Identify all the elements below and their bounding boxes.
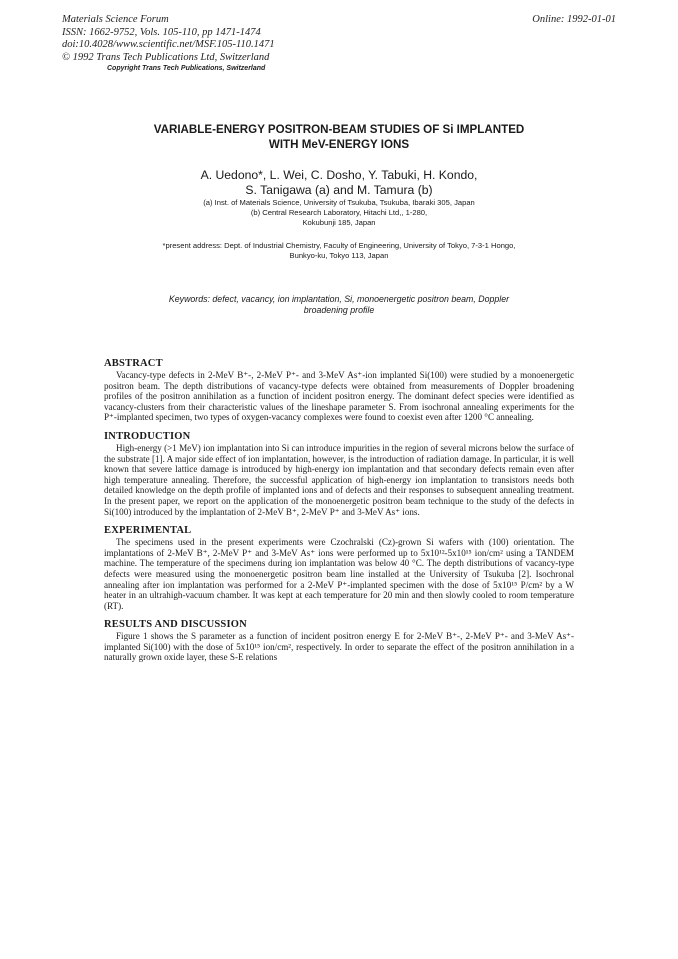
affiliations [100, 198, 578, 228]
results-heading: RESULTS AND DISCUSSION [104, 619, 247, 631]
author-list [100, 168, 578, 197]
experimental-text: The specimens used in the present experiments were Czochralski (Cz)-grown Si wafers with (100) orientation. The implantations of 2-MeV B⁺, 2-MeV P⁺ and 3-MeV As⁺ ions were performed up to 5x10¹²-5x10¹⁵ ion/cm² using a TANDEM machine. The temperature of the specimens during ion implantation was below 40 °C. The depth distributions of vacancy-type defects were measured using the monoenergetic positron beam line installed at the University of Tsukuba [2]. Isochronal annealing after ion implantation was performed for a 2-MeV P⁺-implanted specimen with the dose of 5x10¹⁵ P/cm² by a W heater in an ultrahigh-vacuum chamber. It was kept at each temperature for 20 min and then slowly cooled to room temperature (RT). [104, 537, 574, 611]
journal-header [62, 14, 275, 74]
title-line-1: VARIABLE-ENERGY POSITRON-BEAM STUDIES OF Si IMPLANTED [153, 123, 525, 136]
keywords-line-2: broadening profile [303, 305, 375, 315]
paper-title [100, 122, 578, 152]
doi-link[interactable]: doi:10.4028/www.scientific.net/MSF.105-110.1471 [62, 39, 275, 50]
authors-line-1: A. Uedono*, L. Wei, C. Dosho, Y. Tabuki, H. Kondo, [200, 168, 478, 182]
keywords [110, 294, 568, 316]
present-address-1: *present address: Dept. of Industrial Chemistry, Faculty of Engineering, University of Tokyo, 7-3-1 Hongo, [162, 241, 516, 250]
journal-name: Materials Science Forum [62, 14, 169, 25]
abstract-heading: ABSTRACT [104, 358, 163, 369]
copyright-line: Copyright Trans Tech Publications, Switzerland [107, 65, 266, 72]
authors-line-2: S. Tanigawa (a) and M. Tamura (b) [245, 182, 433, 197]
abstract-text: Vacancy-type defects in 2-MeV B⁺-, 2-MeV P⁺- and 3-MeV As⁺-ion implanted Si(100) were studied by a monoenergetic positron beam. The depth distributions of vacancy-type defects were obtained from measurements of Doppler broadening profiles of the positron annihilation as a function of incident positron energy. The dominant defect species were identified as vacancy-clusters from their characteristic values of the lineshape parameter S. From isochronal annealing experiments for the P⁺-implanted specimen, two types of oxygen-vacancy complexes were found to coexist even after 1200 °C annealing. [104, 370, 574, 423]
present-address-2: Bunkyo-ku, Tokyo 113, Japan [289, 251, 389, 260]
affiliation-a: (a) Inst. of Materials Science, University of Tsukuba, Tsukuba, Ibaraki 305, Japan [203, 198, 475, 207]
issn-line: ISSN: 1662-9752, Vols. 105-110, pp 1471-1474 [62, 26, 261, 38]
online-date: Online: 1992-01-01 [532, 14, 616, 25]
present-address [80, 241, 598, 261]
introduction-heading: INTRODUCTION [104, 430, 191, 442]
paper-body [104, 358, 574, 671]
keywords-line-1: Keywords: defect, vacancy, ion implantation, Si, monoenergetic positron beam, Doppler [168, 294, 510, 304]
title-line-2: WITH MeV-ENERGY IONS [268, 138, 410, 151]
affiliation-b-1: (b) Central Research Laboratory, Hitachi Ltd,, 1-280, [250, 208, 428, 217]
publisher-line: © 1992 Trans Tech Publications Ltd, Switzerland [62, 51, 270, 63]
results-text: Figure 1 shows the S parameter as a function of incident positron energy E for 2-MeV B⁺-, 2-MeV P⁺- and 3-MeV As⁺-implanted Si(100) with the dose of 5x10¹⁵ ion/cm², respectively. In order to separate the effect of the positron annihilation in a naturally grown oxide layer, these S-E relations [104, 631, 574, 663]
affiliation-b-2: Kokubunji 185, Japan [302, 218, 376, 227]
experimental-heading: EXPERIMENTAL [104, 525, 192, 537]
introduction-text: High-energy (>1 MeV) ion implantation into Si can introduce impurities in the region of several microns below the surface of the substrate [1]. A major side effect of ion implantation, however, is the introduction of radiation damage. In particular, it is well known that severe lattice damage is introduced by high-energy ion implantation and that secondary defects remain even after high temperature annealing. Therefore, the successful application of high-energy ion implantation to transistors needs both detailed knowledge on the depth profile of implanted ions and of defects and their responses to subsequent annealing treatment. In the present paper, we report on the application of the monoenergetic positron beam technique to the study of the defects in Si(100) introduced by the implantation of 2-MeV B⁺, 2-MeV P⁺ and 3-MeV As⁺ ions. [104, 442, 574, 517]
